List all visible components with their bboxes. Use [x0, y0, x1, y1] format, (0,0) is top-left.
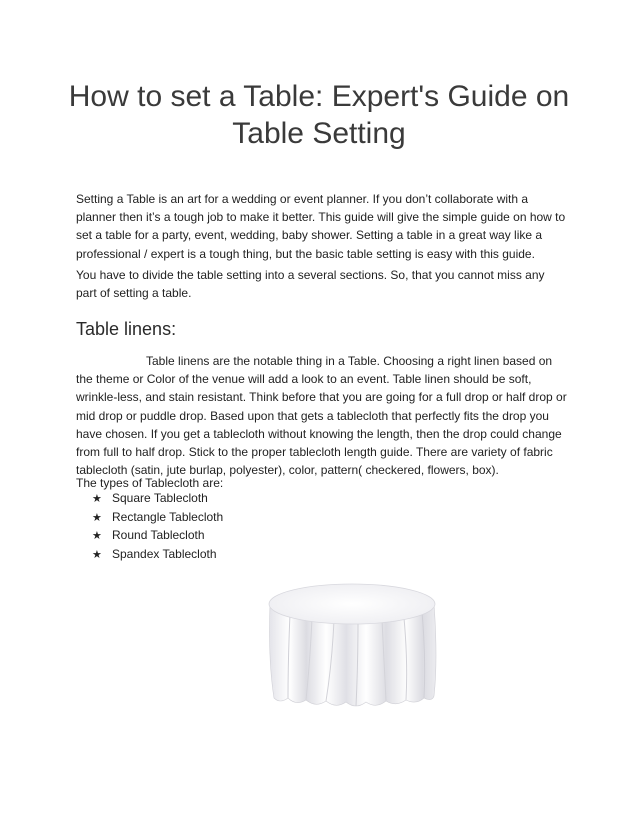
star-bullet-icon: ★ [92, 493, 102, 505]
list-item [92, 509, 223, 528]
tablecloth-types-intro: The types of Tablecloth are: [76, 476, 224, 490]
list-item-label: Square Tablecloth [112, 491, 208, 505]
list-item-label: Spandex Tablecloth [112, 546, 217, 561]
list-item-label: Rectangle Tablecloth [112, 509, 224, 524]
star-bullet-icon: ★ [92, 530, 102, 543]
intro-paragraph: Setting a Table is an art for a wedding or event planner. If you don’t collaborate with a planner then it’s a tough job to make it better. This guide will give the simple guide on how to set a table for a party, event, wedding, baby shower. Setting a table in a great way like a professional / expert is a tough thing, but the basic table setting is easy with this guide. [76, 192, 566, 261]
round-tablecloth-image [262, 580, 442, 730]
star-bullet-icon: ★ [92, 511, 102, 524]
list-item [92, 527, 223, 546]
sections-paragraph: You have to divide the table setting into a several sections. So, that you cannot miss any part of setting a table. [76, 268, 545, 301]
tablecloth-types-list [92, 490, 223, 564]
list-item-label: Round Tablecloth [112, 528, 205, 543]
star-bullet-icon: ★ [92, 548, 102, 561]
page-title: How to set a Table: Expert's Guide on Table Setting [68, 80, 570, 150]
section-heading-table-linens: Table linens: [76, 319, 177, 339]
list-item [92, 490, 223, 509]
table-linens-paragraph: Table linens are the notable thing in a Table. Choosing a right linen based on the theme or Color of the venue will add a look to an event. Table linen should be soft, wrinkle-less, and stain resistant. Think before that you are going for a full drop or half drop or mid drop or puddle drop. Based upon that gets a tablecloth that perfectly fits the drop you have chosen. If you get a tablecloth without knowing the length, then the drop could change from full to half drop. Stick to the proper tablecloth length guide. There are variety of fabric tablecloth (satin, jute burlap, polyester), color, pattern( checkered, flowers, box). [76, 354, 567, 478]
list-item [92, 546, 223, 565]
